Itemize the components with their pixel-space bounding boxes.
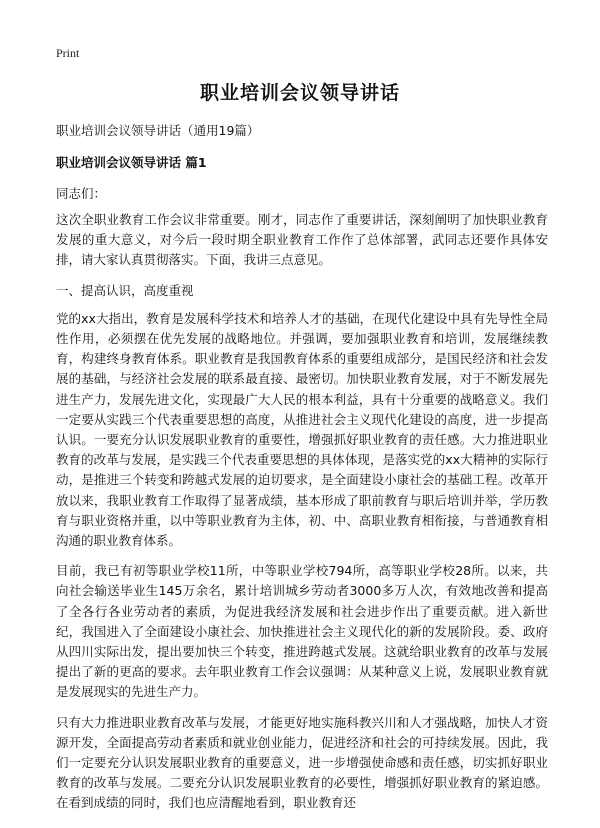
- greeting: 同志们：: [56, 186, 107, 201]
- paragraph-body: 只有大力推进职业教育改革与发展，才能更好地实施科教兴川和人才强战略，加快人才资源开发，全面提高劳动者素质和就业创业能力，促进经济和社会的可持续发展。因此，我们一定要充分认识发展职业教育的重要意义，进一步增强使命感和责任感，切实抓好职业教育的改革与发展。二要充分认识发展职业教育的必要性，增强抓好职业教育的紧迫感。在看到成绩的同时，我们也应清醒地看到，职业教育还: [56, 714, 548, 811]
- section-heading: 职业培训会议领导讲话 篇1: [56, 155, 207, 170]
- paragraph-heading: 一、提高认识，高度重视: [56, 282, 194, 298]
- print-link[interactable]: Print: [56, 46, 80, 60]
- document-subtitle: 职业培训会议领导讲话（通用19篇）: [56, 123, 260, 138]
- document-title: 职业培训会议领导讲话: [199, 82, 400, 104]
- paragraph-intro: 这次全职业教育工作会议非常重要。刚才，同志作了重要讲话，深刻阐明了加快职业教育发展的重大意义，对今后一段时期全职业教育工作作了总体部署，武同志还要作具体安排，请大家认真贯彻落实。下面，我讲三点意见。: [56, 212, 548, 268]
- paragraph-body: 党的xx大指出，教育是发展科学技术和培养人才的基础，在现代化建设中具有先导性全局性作用，必须摆在优先发展的战略地位。并强调，要加强职业教育和培训，发展继续教育，构建终身教育体系。职业教育是我国教育体系的重要组成部分，是国民经济和社会发展的基础，与经济社会发展的联系最直接、最密切。加快职业教育发展，对于不断发展先进生产力，发展先进文化，实现最广大人民的根本利益，具有十分重要的战略意义。我们一定要从实践三个代表重要思想的高度，从推进社会主义现代化建设的高度，进一步提高认识。一要充分认识发展职业教育的重要性，增强抓好职业教育的责任感。大力推进职业教育的改革与发展，是实践三个代表重要思想的具体体现，是落实党的xx大精神的实际行动，是推进三个转变和跨越式发展的迫切要求，是全面建设小康社会的基础工程。改革开放以来，我职业教育工作取得了显著成绩，基本形成了职前教育与职后培训并举，学历教育与职业资格并重，以中等职业教育为主体，初、中、高职业教育相衔接，与普通教育相沟通的职业教育体系。: [56, 310, 548, 549]
- document-body: [56, 210, 548, 824]
- paragraph-body: 目前，我已有初等职业学校11所，中等职业学校794所，高等职业学校28所。以来，共向社会输送毕业生145万余名，累计培训城乡劳动者3000多万人次，有效地改善和提高了全各行各业劳动者的素质，为促进我经济发展和社会进步作出了重要贡献。进入新世纪，我国进入了全面建设小康社会、加快推进社会主义现代化的新的发展阶段。委、政府从四川实际出发，提出要加快三个转变，推进跨越式发展。这就给职业教育的改革与发展提出了新的更高的要求。去年职业教育工作会议强调：从某种意义上说，发展职业教育就是发展现实的先进生产力。: [56, 563, 548, 700]
